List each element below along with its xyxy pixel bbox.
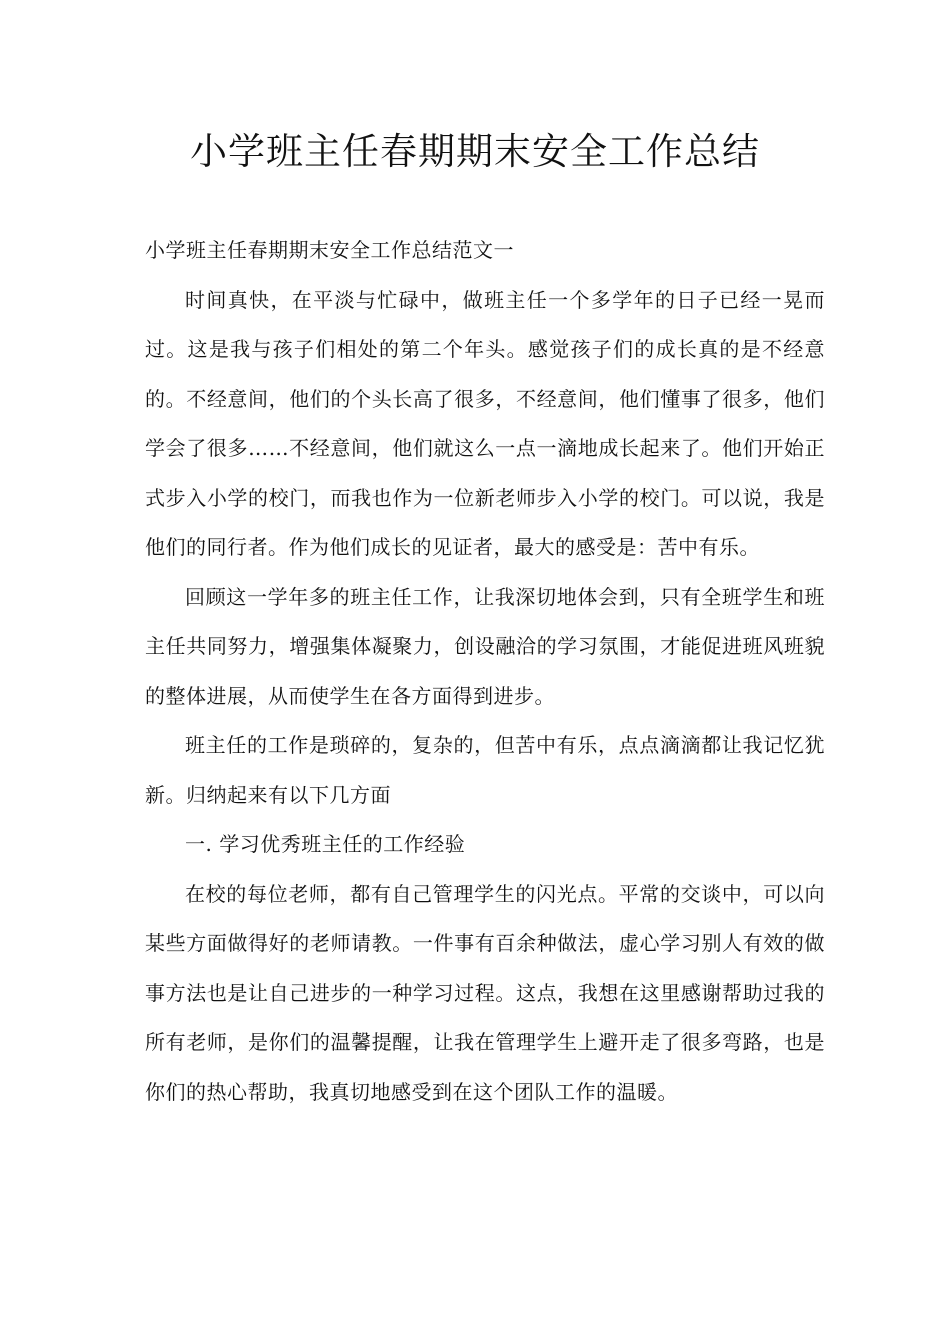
document-subtitle: 小学班主任春期期末安全工作总结范文一 [145,238,514,262]
paragraph: 在校的每位老师，都有自己管理学生的闪光点。平常的交谈中，可以向某些方面做得好的老师请教。一件事有百余种做法，虚心学习别人有效的做事方法也是让自己进步的一种学习过程。这点，我想在这里感谢帮助过我的所有老师，是你们的温馨提醒，让我在管理学生上避开走了很多弯路，也是你们的热心帮助，我真切地感受到在这个团队工作的温暖。 [145,881,825,1104]
paragraph: 班主任的工作是琐碎的，复杂的，但苦中有乐，点点滴滴都让我记忆犹新。归纳起来有以下几方面 [145,733,825,807]
document-title: 小学班主任春期期末安全工作总结 [190,130,760,173]
paragraph: 时间真快，在平淡与忙碌中，做班主任一个多学年的日子已经一晃而过。这是我与孩子们相处的第二个年头。感觉孩子们的成长真的是不经意的。不经意间，他们的个头长高了很多，不经意间，他们懂事了很多，他们学会了很多……不经意间，他们就这么一点一滴地成长起来了。他们开始正式步入小学的校门，而我也作为一位新老师步入小学的校门。可以说，我是他们的同行者。作为他们成长的见证者，最大的感受是：苦中有乐。 [145,287,825,559]
section-heading: 一. 学习优秀班主任的工作经验 [185,832,466,856]
document-body [145,226,825,1117]
paragraph: 回顾这一学年多的班主任工作，让我深切地体会到，只有全班学生和班主任共同努力，增强集体凝聚力，创设融洽的学习氛围，才能促进班风班貌的整体进展，从而使学生在各方面得到进步。 [145,584,825,708]
